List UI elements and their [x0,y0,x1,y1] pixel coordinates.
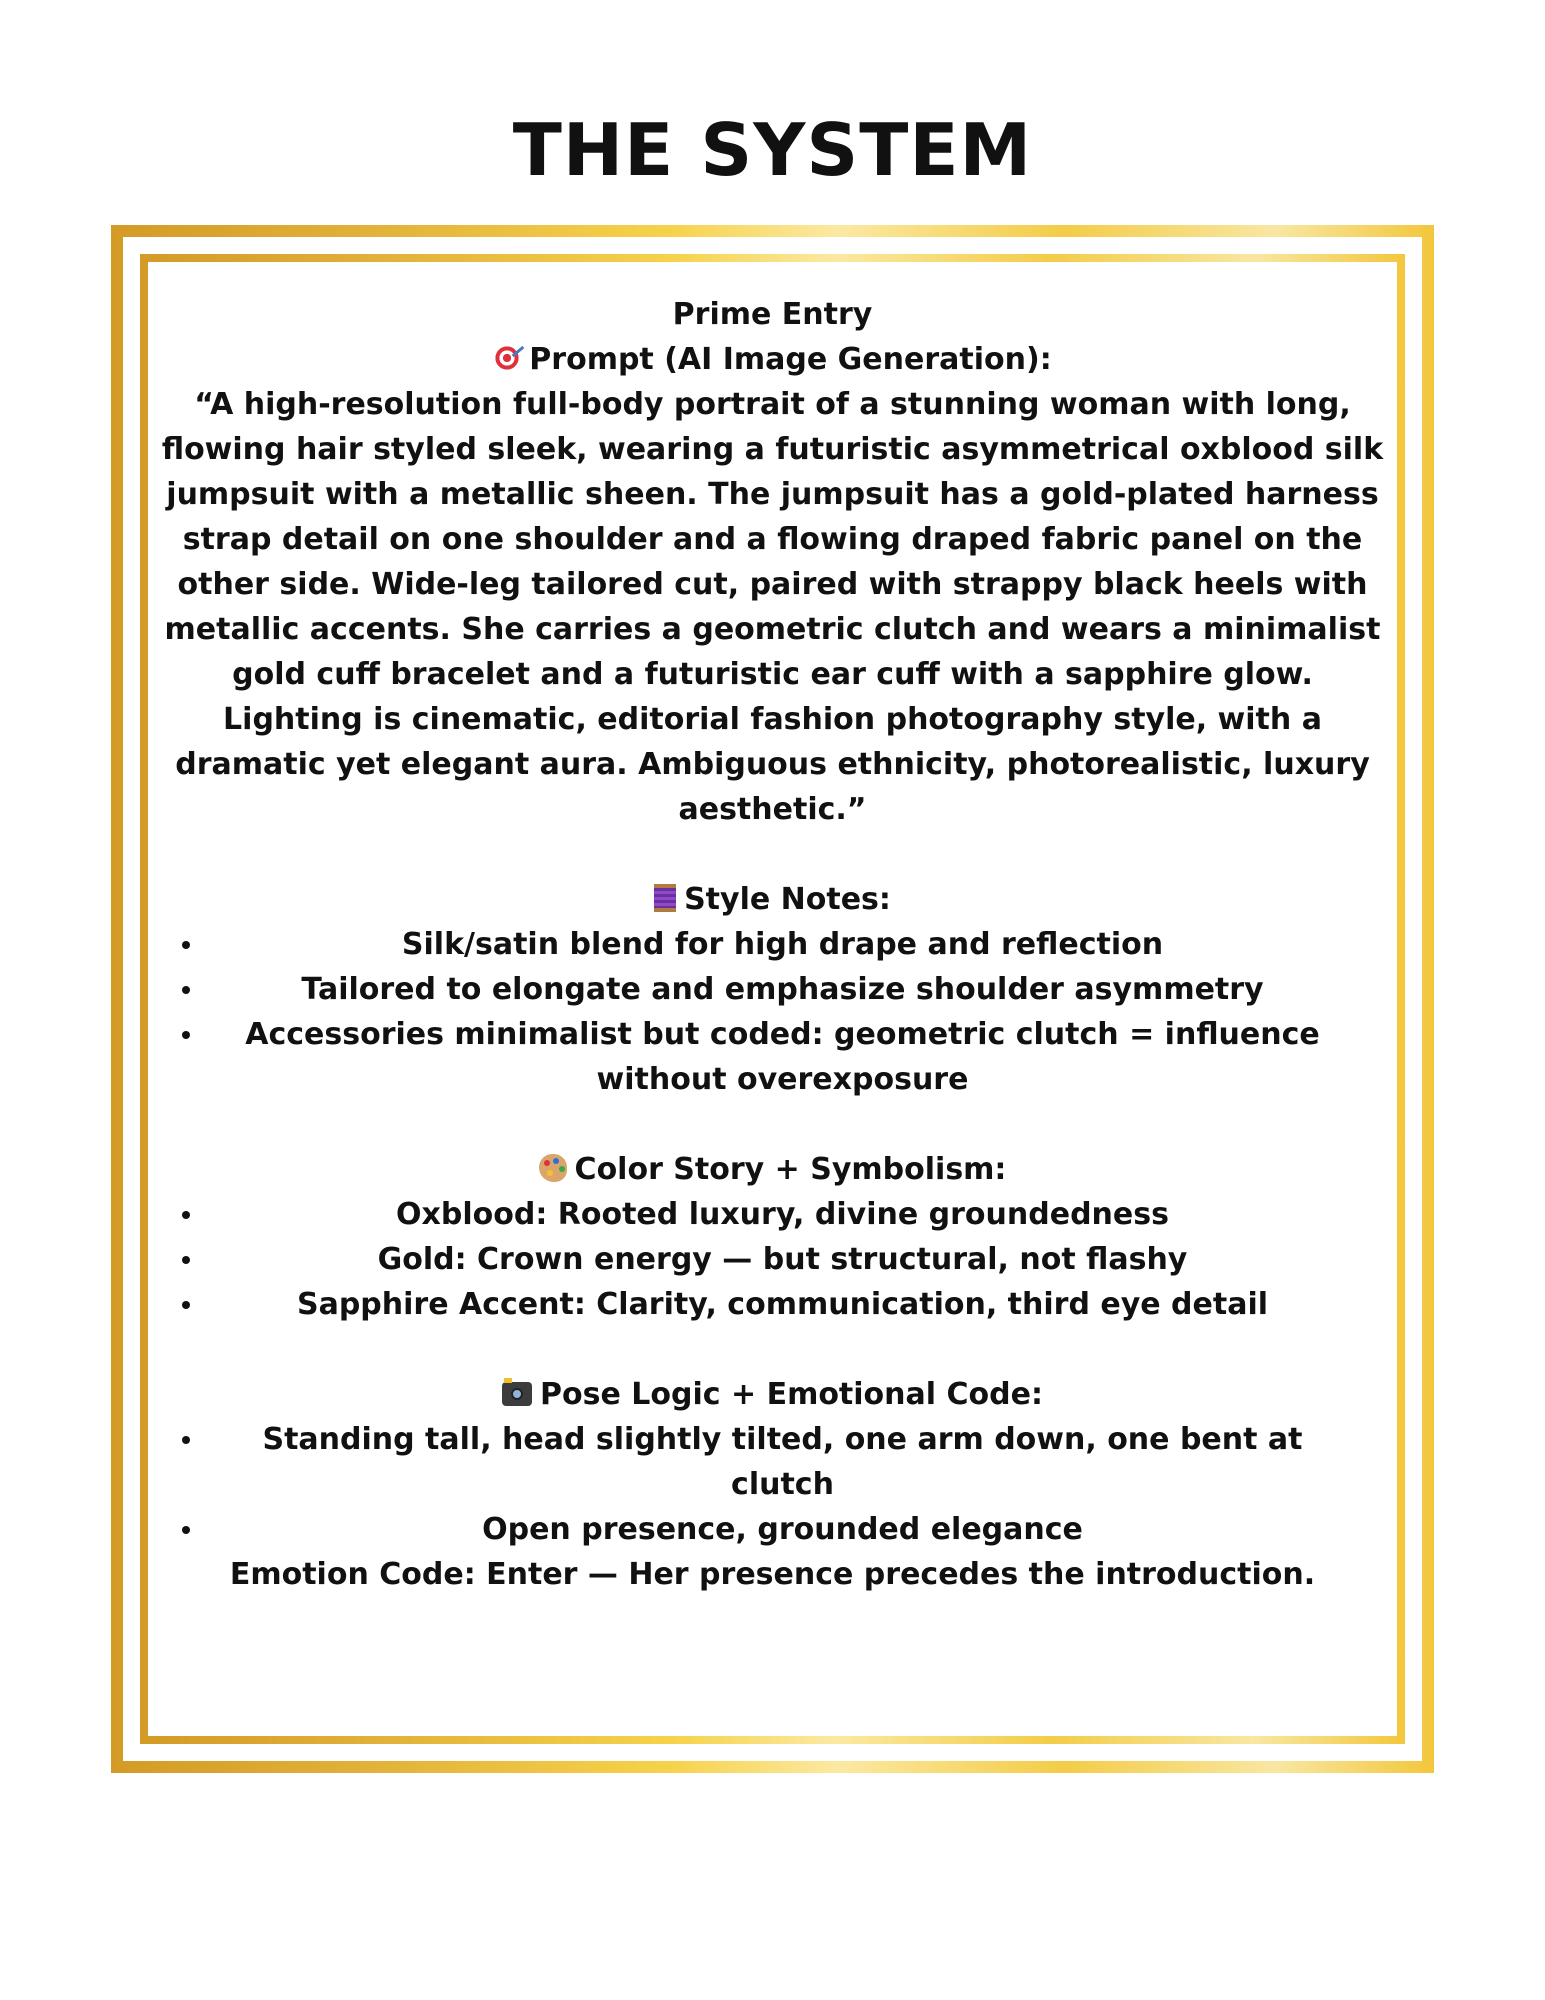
list-item: Standing tall, head slightly tilted, one arm down, one bent at clutch [158,1417,1387,1507]
pose-logic-heading [158,1372,1387,1417]
gold-inner-frame [140,254,1405,1744]
target-icon [493,344,521,372]
style-notes-label: Style Notes: [684,882,891,917]
section-spacer [158,1102,1387,1147]
page-title: THE SYSTEM [512,108,1033,192]
list-item: Accessories minimalist but coded: geometric clutch = influence without overexposure [158,1012,1387,1102]
style-notes-heading [158,877,1387,922]
list-item: Gold: Crown energy — but structural, not flashy [158,1237,1387,1282]
color-story-label: Color Story + Symbolism: [574,1152,1007,1187]
thread-spool-icon [654,884,676,912]
section-spacer [158,832,1387,877]
gold-outer-frame [111,225,1434,1773]
color-story-list [158,1192,1387,1327]
prompt-text: “A high-resolution full-body portrait of a stunning woman with long, flowing hair styled sleek, wearing a futuristic asymmetrical oxblood silk jumpsuit with a metallic sheen. The jumpsuit has a gold-plated harness strap detail on one shoulder and a flowing draped fabric panel on the other side. Wide-leg tailored cut, paired with strappy black heels with metallic accents. She carries a geometric clutch and wears a minimalist gold cuff bracelet and a futuristic ear cuff with a sapphire glow. Lighting is cinematic, editorial fashion photography style, with a dramatic yet elegant aura. Ambiguous ethnicity, photorealistic, luxury aesthetic.” [161,387,1384,827]
entry-heading: Prime Entry [672,297,873,332]
prompt-label: Prompt (AI Image Generation): [529,342,1052,377]
section-spacer [158,1327,1387,1372]
list-item: Oxblood: Rooted luxury, divine groundedness [158,1192,1387,1237]
camera-flash-icon [502,1382,532,1406]
pose-logic-label: Pose Logic + Emotional Code: [540,1377,1043,1412]
frame-gap [123,237,1422,1761]
pose-logic-list [158,1417,1387,1552]
list-item: Open presence, grounded elegance [158,1507,1387,1552]
list-item: Silk/satin blend for high drape and reflection [158,922,1387,967]
list-item: Sapphire Accent: Clarity, communication, third eye detail [158,1282,1387,1327]
style-notes-list [158,922,1387,1102]
list-item: Tailored to elongate and emphasize shoulder asymmetry [158,967,1387,1012]
prompt-heading [158,337,1387,382]
emotion-code: Emotion Code: Enter — Her presence precedes the introduction. [229,1557,1316,1592]
entry-card [148,262,1397,1736]
palette-icon [539,1154,567,1182]
color-story-heading [158,1147,1387,1192]
